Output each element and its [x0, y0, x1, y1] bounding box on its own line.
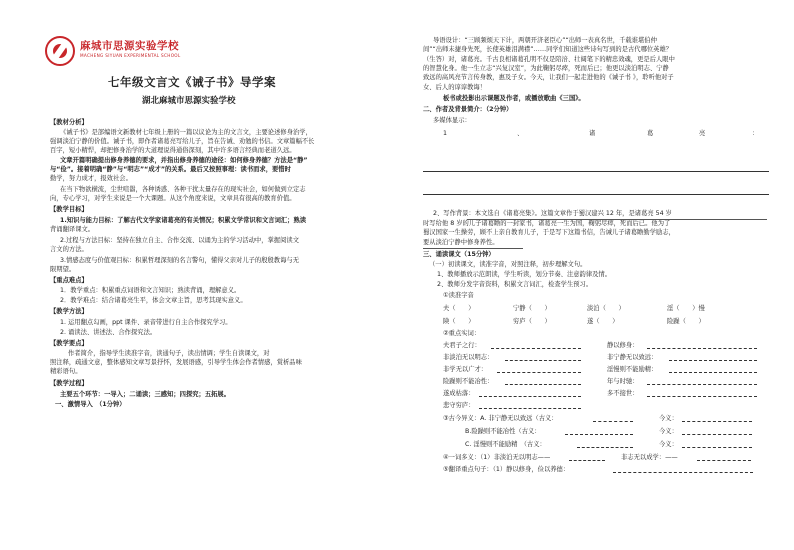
fill-sep: 、	[517, 130, 524, 137]
school-logo-icon	[45, 36, 75, 66]
text-line: ①读准字音	[443, 292, 474, 299]
text-line: 3.情感态度与价值观目标：积累哲理深刻的名言警句，懂得父亲对儿子的殷殷教诲与无	[60, 257, 299, 264]
text-line: 时写给他 8 岁的儿子诸葛瞻的一封家书，诸葛亮一生为国，鞠躬尽瘁，死而后已。他为了	[423, 220, 671, 227]
text-line: 女、后人的谆谆教诲！	[423, 84, 486, 91]
word-item: 悲守穷庐：	[443, 402, 475, 409]
answer-line[interactable]	[479, 396, 581, 397]
word-item: 夫君子之行：	[443, 342, 481, 349]
pinyin-item: 穷庐（ ）	[513, 318, 551, 325]
word-item: 年与时驰：	[607, 378, 639, 385]
text-line: 主要五个环节：一导入；二诵读；三感知；四探究；五拓展。	[60, 391, 231, 398]
answer-line[interactable]	[669, 360, 757, 361]
fill-char: 诸	[589, 130, 596, 137]
text-line: 文章开篇明确提出修身养德的要求，并指出修身养德的途径：如何修身养德？方法是“静”	[60, 157, 308, 164]
text-line: 2.过程与方法目标：坚持在独立自主、合作交流、以诵为主的学习活动中，掌握阅读文	[60, 237, 299, 244]
fill-char: 亮	[699, 130, 706, 137]
text-line: 致远的高风亮节言传身教，惠及子女。今天，让我们一起走进他的《诫子书 》，聆听他对子	[423, 74, 674, 81]
answer-line[interactable]	[491, 348, 581, 349]
text-line: 《诫子书》是部编语文新教材七年级上册的一篇以议论为主的文言文，主要论述修身治学，	[60, 129, 312, 136]
pinyin-item: 淡泊（ ）	[587, 305, 625, 312]
text-line: 导语设计：“三顾频烦天下计，两朝开济老臣心”“出师一表真名世，千载谁堪伯仲	[433, 37, 657, 44]
text-line: 1.知识与能力目标：了解古代文学家诸葛亮的有关情况；积累文学常识和文言词汇；熟读	[60, 217, 307, 224]
text-line: 2、教师分发字音资料，积累文言词汇，检查学生预习。	[437, 281, 593, 288]
word-item: 今义：	[659, 441, 678, 448]
word-item: 险躁则不能冶性：	[443, 378, 494, 385]
text-line: ⑤翻译重点句子：（1）静以修身，俭以养德：	[443, 466, 570, 473]
pinyin-item: 夫（ ）	[443, 305, 475, 312]
answer-line[interactable]	[569, 460, 605, 461]
pinyin-item: 宁静（ ）	[513, 305, 551, 312]
word-item: B.险躁则不能冶性（古义：	[465, 428, 541, 435]
text-line: 勤学，努力成才，报效社会。	[50, 175, 132, 182]
word-item: 今义：	[659, 415, 678, 422]
word-item: C. 淫慢则不能励精 （古义：	[465, 441, 546, 448]
text-line: 蜀汉国家一生操劳，顾不上亲自教育儿子，于是写下这篇书信，告诫儿子诸葛瞻勤学励志，	[423, 229, 675, 236]
word-item: 遂成枯落：	[443, 390, 475, 397]
word-item: 多不接世：	[607, 390, 639, 397]
text-line: 1. 运用翻点勾画，ppt 课件、录音带进行自主合作探究学习。	[60, 319, 232, 326]
answer-line[interactable]	[423, 194, 769, 195]
school-name-cn: 麻城市思源实验学校	[80, 40, 179, 52]
text-line: 向，专心学习，对学生来说是一个大课题。从这个角度来说，文章具有很高的教育价值。	[50, 195, 296, 202]
text-line: 间”“出师未捷身先死，长使英雄泪满襟”……同学们知道这些诗句写到的是古代哪位英雄？	[423, 46, 673, 53]
answer-line[interactable]	[682, 421, 752, 422]
word-item: 非志无以成学：——	[621, 454, 678, 461]
answer-line[interactable]	[647, 396, 757, 397]
text-line: 精彩语句。	[50, 368, 82, 375]
text-line: 一、激情导入 （1分钟）	[55, 401, 126, 408]
text-line: 背诵翻译课文。	[50, 226, 95, 233]
text-line: 2. 诵读法、讲述法、合作探究法。	[60, 329, 157, 336]
word-item: 非学无以广才：	[443, 366, 488, 373]
answer-line[interactable]	[565, 434, 633, 435]
section-head: 三、诵读课文（15分钟）	[423, 251, 495, 258]
text-line: 在当下物欲横流，尘世喧嚣，各种诱惑、各种干扰太量存在的现实社会，如何做到立定志	[60, 186, 306, 193]
answer-line[interactable]	[647, 348, 757, 349]
word-item: 今义：	[659, 428, 678, 435]
doc-subtitle: 湖北麻城市思源实验学校	[142, 96, 236, 106]
pinyin-item: 険（ ）	[443, 318, 475, 325]
underline-mark	[467, 219, 767, 220]
text-line: 与“俭”。接着明确“静”与“明志”“成才”的关系。最后又按照事理：读书而求，要惜时	[50, 166, 291, 173]
underline-mark	[423, 248, 523, 249]
text-line: 的智慧化身。他一生立志“兴复汉室”，为此鞠躬尽瘁，死而后已；他更以淡泊明志、宁静	[423, 65, 669, 72]
fill-number: 1	[443, 130, 448, 137]
text-line: 强调淡泊宁静的价值。诫子书，即作者诸葛亮写给儿子，旨在告诫、劝勉的书信。文章篇幅不长	[50, 138, 315, 145]
text-line: 作者简介，指导学生读准字音，读通句子，读出情调；学生自读课文，对	[68, 350, 270, 357]
word-item: 淫慢则不能励精：	[607, 366, 658, 373]
section-head: 【教学目标】	[50, 206, 88, 213]
text-line: 百字，短小精悍，却把修身治学的大道理说得通俗深刻，其中许多语言经典而老道久远。	[50, 147, 296, 154]
answer-line[interactable]	[423, 171, 769, 172]
answer-line[interactable]	[593, 421, 633, 422]
word-item: ③古今异义：A. 非宁静无以致远（古义：	[443, 415, 558, 422]
doc-title: 七年级文言文《诫子书》导学案	[108, 75, 276, 89]
word-item: 非淡泊无以明志：	[443, 354, 494, 361]
fill-char: ：	[752, 130, 759, 137]
text-line: 要从淡泊宁静中修身养性。	[423, 239, 499, 246]
answer-line[interactable]	[613, 472, 753, 473]
pinyin-item: 遂（ ）	[587, 318, 619, 325]
text-line: 照注释，疏通文意，整体感知文章写景抒怀，发展语感，引导学生体会作者情感，赏析品味	[50, 359, 302, 366]
text-line: （一）初读课文，读准字音，对照注释，初步理解文句。	[429, 261, 587, 268]
answer-line[interactable]	[505, 360, 581, 361]
section-head: 【教学要点】	[50, 340, 88, 347]
word-item: 静以修身：	[607, 342, 639, 349]
text-line: 2、写作背景：本文选自《诸葛亮集》。这篇文章作于蜀汉建兴 12 年，是诸葛亮 54 岁	[433, 210, 672, 217]
section-head: 【教学方法】	[50, 308, 88, 315]
answer-line[interactable]	[682, 447, 752, 448]
answer-line[interactable]	[479, 408, 581, 409]
section-head: 【教学过程】	[50, 380, 88, 387]
text-line: 1．教学重点：积累重点词语和文言知识；熟读背诵，理解意义。	[60, 287, 241, 294]
text-line: 1、教师播放示范朗读，学生听读，划分节奏、注意韵律及情。	[437, 271, 612, 278]
answer-line[interactable]	[577, 447, 633, 448]
word-item: ④一词多义：（1）非淡泊无以明志——	[443, 454, 551, 461]
answer-line[interactable]	[682, 434, 752, 435]
text-line: 板书或投影出示课题及作者，或播放歌曲《三国》。	[443, 95, 585, 102]
right-page	[397, 0, 794, 550]
answer-line[interactable]	[505, 384, 581, 385]
text-line: 言文的方法。	[50, 246, 88, 253]
answer-line[interactable]	[647, 384, 757, 385]
text-line: （生答）对，诸葛亮。千古良相诸葛孔明不仅是陪涪、壮阔笔下的精忠效魂，更是后人眼中	[423, 56, 675, 63]
text-line: 2．教学难点：结合诸葛亮生平，体会文章主旨，思考其现实意义。	[60, 297, 247, 304]
section-head: 【教材分析】	[50, 119, 88, 126]
answer-line[interactable]	[669, 372, 757, 373]
answer-line[interactable]	[697, 460, 751, 461]
answer-line[interactable]	[497, 372, 581, 373]
text-line: ②重点实词：	[443, 330, 481, 337]
word-item: 非宁静无以致远：	[607, 354, 658, 361]
section-head: 【重点难点】	[50, 277, 88, 284]
school-name-en: MACHENG SIYUAN EXPERIMENTAL SCHOOL	[80, 53, 181, 58]
section-head: 二、作者及背景简介：（2分钟）	[423, 106, 513, 113]
fill-char: 葛	[647, 130, 654, 137]
text-line: 多媒体显示：	[433, 117, 471, 124]
text-line: 限期望。	[50, 266, 76, 273]
pinyin-item: 险躁（ ）	[667, 318, 705, 325]
pinyin-item: 淫（ ）慢	[667, 305, 705, 312]
